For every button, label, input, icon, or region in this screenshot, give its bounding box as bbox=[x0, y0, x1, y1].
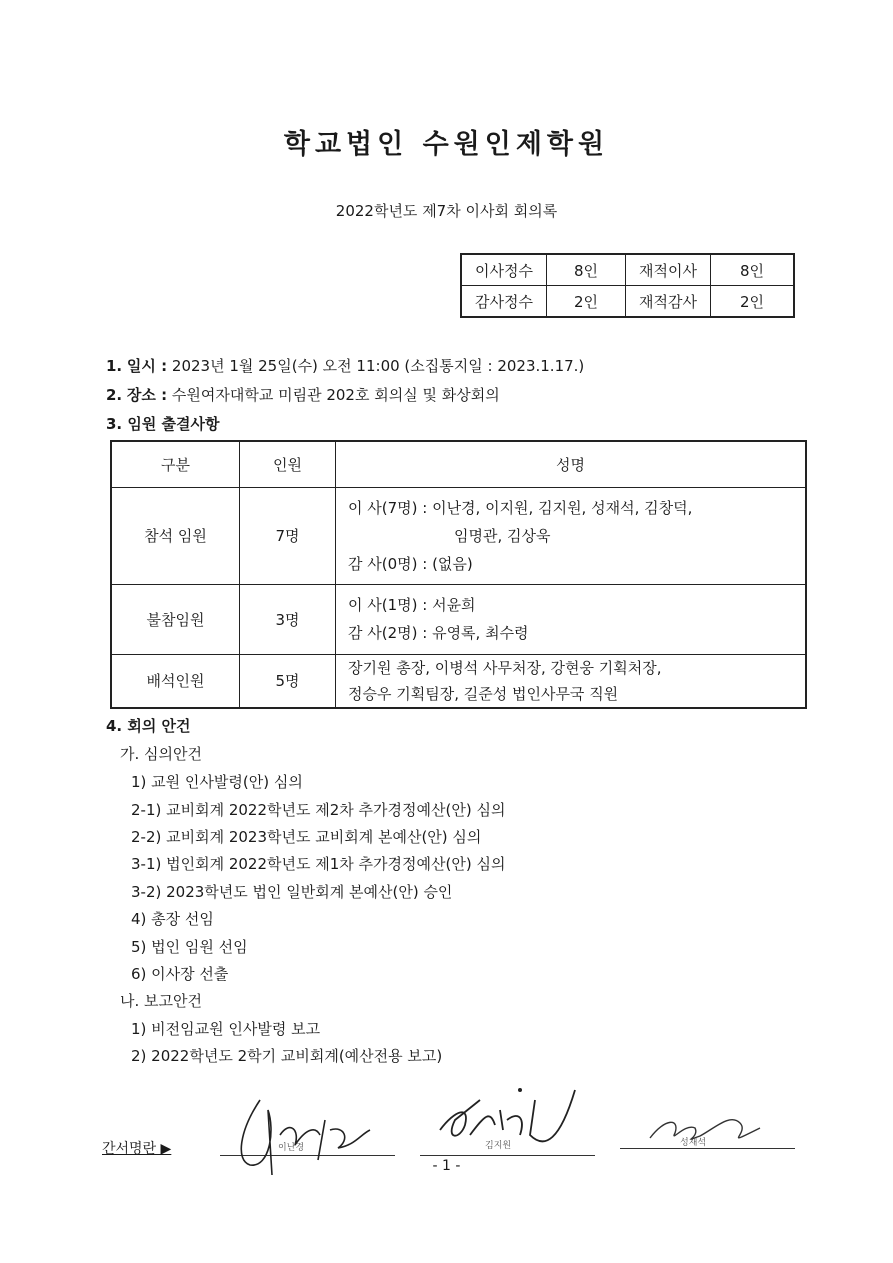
agenda-item: 2) 2022학년도 2학기 교비회계(예산전용 보고) bbox=[131, 1047, 443, 1065]
agenda-item: 3-1) 법인회계 2022학년도 제1차 추가경정예산(안) 심의 bbox=[131, 855, 506, 873]
summary-cell: 재적이사 bbox=[626, 254, 711, 286]
names-line: 정승우 기획팀장, 길준성 법인사무국 직원 bbox=[348, 684, 619, 703]
signature-label: 간서명란 ▶ bbox=[102, 1141, 172, 1157]
section-number: 2. bbox=[106, 386, 123, 404]
summary-cell: 8인 bbox=[547, 254, 626, 286]
row-names bbox=[336, 487, 807, 584]
row-count: 3명 bbox=[240, 584, 336, 654]
section-location bbox=[106, 384, 500, 405]
agenda-item: 1) 비전임교원 인사발령 보고 bbox=[131, 1020, 321, 1038]
row-category: 참석 임원 bbox=[111, 487, 240, 584]
summary-cell: 감사정수 bbox=[461, 286, 547, 318]
agenda-group-report-title: 나. 보고안건 bbox=[120, 992, 202, 1010]
document-subtitle: 2022학년도 제7차 이사회 회의록 bbox=[335, 202, 558, 220]
section-text: 수원여자대학교 미림관 202호 회의실 및 화상회의 bbox=[171, 386, 500, 404]
names-line: 임명관, 김상욱 bbox=[454, 526, 551, 545]
summary-row bbox=[461, 286, 794, 318]
section-number: 1. bbox=[106, 357, 123, 375]
attendance-row-absent bbox=[111, 584, 806, 654]
row-category: 불참임원 bbox=[111, 584, 240, 654]
agenda-item: 2-1) 교비회계 2022학년도 제2차 추가경정예산(안) 심의 bbox=[131, 801, 506, 819]
summary-cell: 재적감사 bbox=[626, 286, 711, 318]
names-line: 이 사(7명) : 이난경, 이지원, 김지원, 성재석, 김창덕, bbox=[348, 498, 693, 517]
attendance-table bbox=[110, 440, 807, 709]
signer-name: 이난경 bbox=[278, 1143, 305, 1153]
names-line: 감 사(2명) : 유영록, 최수령 bbox=[348, 624, 529, 642]
row-names bbox=[336, 654, 807, 708]
agenda-item: 5) 법인 임원 선임 bbox=[131, 938, 248, 956]
signature-mark bbox=[425, 1080, 595, 1160]
summary-row bbox=[461, 254, 794, 286]
summary-cell: 2인 bbox=[711, 286, 795, 318]
document-title: 학교법인 수원인제학원 bbox=[283, 129, 610, 160]
attendance-row-observers bbox=[111, 654, 806, 708]
section-agenda-title: 4. 회의 안건 bbox=[106, 717, 191, 735]
names-line: 이 사(1명) : 서윤희 bbox=[348, 596, 476, 614]
agenda-item: 6) 이사장 선출 bbox=[131, 965, 229, 983]
board-summary-table bbox=[460, 253, 795, 318]
section-text: 2023년 1월 25일(수) 오전 11:00 (소집통지일 : 2023.1.17.) bbox=[171, 357, 585, 375]
row-names bbox=[336, 584, 807, 654]
header-category: 구분 bbox=[111, 441, 240, 487]
header-count: 인원 bbox=[240, 441, 336, 487]
agenda-item: 4) 총장 선임 bbox=[131, 910, 214, 928]
section-attendance-title: 3. 임원 출결사항 bbox=[106, 415, 220, 433]
summary-cell: 8인 bbox=[711, 254, 795, 286]
row-count: 7명 bbox=[240, 487, 336, 584]
names-line: 감 사(0명) : (없음) bbox=[348, 554, 473, 573]
summary-cell: 2인 bbox=[547, 286, 626, 318]
signer-name: 김지원 bbox=[485, 1141, 512, 1151]
signature-mark bbox=[640, 1108, 780, 1153]
section-datetime bbox=[106, 355, 584, 376]
page-number: - 1 - bbox=[432, 1158, 461, 1174]
agenda-item: 2-2) 교비회계 2023학년도 교비회계 본예산(안) 심의 bbox=[131, 828, 482, 846]
attendance-row-present bbox=[111, 487, 806, 584]
agenda-group-deliberation-title: 가. 심의안건 bbox=[120, 745, 202, 763]
agenda-item: 3-2) 2023학년도 법인 일반회계 본예산(안) 승인 bbox=[131, 883, 453, 901]
row-count: 5명 bbox=[240, 654, 336, 708]
row-category: 배석인원 bbox=[111, 654, 240, 708]
names-line: 장기원 총장, 이병석 사무처장, 강현웅 기획처장, bbox=[348, 658, 662, 677]
section-label: 장소 : bbox=[126, 386, 168, 404]
section-label: 일시 : bbox=[126, 357, 168, 375]
header-names: 성명 bbox=[336, 441, 807, 487]
agenda-item: 1) 교원 인사발령(안) 심의 bbox=[131, 773, 303, 791]
attendance-header-row bbox=[111, 441, 806, 487]
signer-name: 성재석 bbox=[680, 1138, 707, 1148]
summary-cell: 이사정수 bbox=[461, 254, 547, 286]
